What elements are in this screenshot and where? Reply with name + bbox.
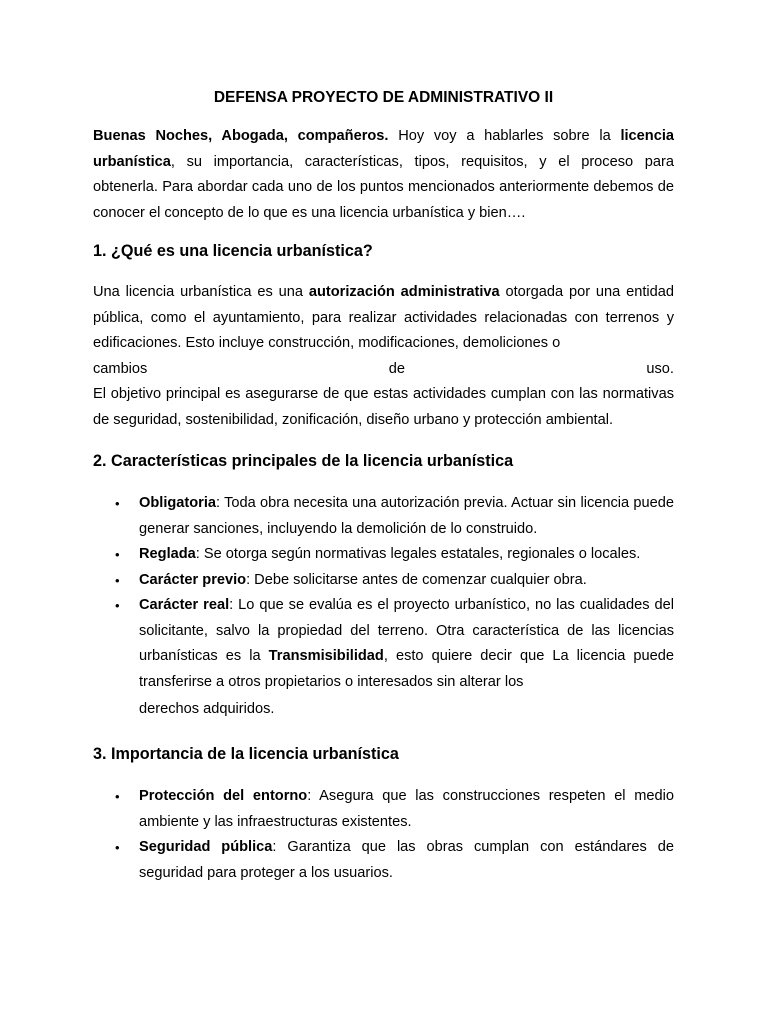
greeting: Buenas Noches, Abogada, compañeros. bbox=[93, 128, 389, 144]
section1-objective: El objetivo principal es asegurarse de que estas actividades cumplan con las normativas de seguridad, sostenibilidad, zonificación, diseño urbano y protección ambiental. bbox=[93, 386, 674, 428]
term-licencia-urbanistica: licencia urbanística bbox=[93, 128, 674, 170]
list-item: • Obligatoria: Toda obra necesita una autorización previa. Actuar sin licencia puede generar sanciones, incluyendo la demolición de lo construido. bbox=[93, 491, 674, 542]
document-page bbox=[93, 88, 674, 886]
list-item: • Seguridad pública: Garantiza que las obras cumplan con estándares de seguridad para proteger a los usuarios. bbox=[93, 835, 674, 886]
bullet-icon: • bbox=[115, 572, 120, 588]
section1-body bbox=[93, 280, 674, 433]
list-item: • Carácter previo: Debe solicitarse antes de comenzar cualquier obra. bbox=[93, 568, 674, 594]
document-title: DEFENSA PROYECTO DE ADMINISTRATIVO II bbox=[213, 89, 554, 106]
bullet-icon: • bbox=[115, 840, 120, 855]
section3-heading: 3. Importancia de la licencia urbanística bbox=[93, 745, 399, 763]
section2-heading: 2. Características principales de la licencia urbanística bbox=[93, 452, 514, 470]
bullet-icon: • bbox=[115, 598, 120, 613]
list-item: • Reglada: Se otorga según normativas legales estatales, regionales o locales. bbox=[93, 542, 674, 568]
section1-spread-line: cambios de uso. bbox=[93, 360, 674, 377]
bullet-icon: • bbox=[115, 547, 120, 562]
term-transmisibilidad: Transmisibilidad bbox=[268, 648, 384, 664]
term-autorizacion-administrativa: autorización administrativa bbox=[308, 284, 500, 300]
intro-paragraph: Buenas Noches, Abogada, compañeros. Hoy voy a hablarles sobre la licencia urbanística, su importancia, características, tipos, requisitos, y el proceso para obtenerla. Para abordar cada uno de los puntos mencionados anteriormente debemos de conocer el concepto de lo que es una licencia urbanística y bien…. bbox=[93, 128, 674, 221]
bullet-icon: • bbox=[115, 789, 120, 804]
section1-paragraph: Una licencia urbanística es una autorización administrativa otorgada por una entidad pública, como el ayuntamiento, para realizar actividades relacionadas con terrenos y edificaciones. Esto incluye construcción, modificaciones, demoliciones o bbox=[93, 284, 674, 351]
list-item: • Carácter real: Lo que se evalúa es el proyecto urbanístico, no las cualidades del solicitante, salvo la propiedad del terreno. Otra característica de las licencias urbanísticas es la Transmisibilidad, esto quiere decir que La licencia puede transferirse a otros propietarios o interesados sin alterar los derechos adquiridos. bbox=[93, 593, 674, 724]
section2-list bbox=[93, 491, 674, 724]
section3-list bbox=[93, 784, 674, 886]
list-item: • Protección del entorno: Asegura que las construcciones respeten el medio ambiente y las infraestructuras existentes. bbox=[93, 784, 674, 835]
bullet-icon: • bbox=[115, 496, 120, 511]
section1-heading: 1. ¿Qué es una licencia urbanística? bbox=[93, 242, 373, 260]
